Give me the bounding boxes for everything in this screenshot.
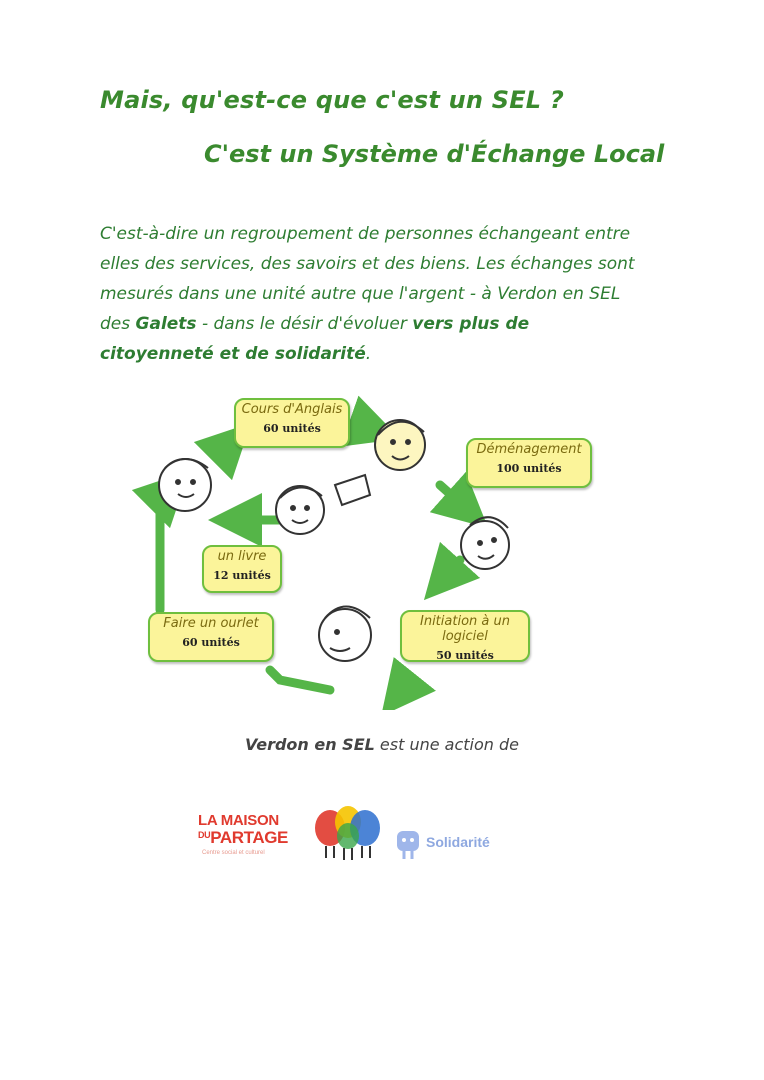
maison-logo-tagline: Centre social et culturel	[202, 850, 265, 856]
exchange-units: 60 unités	[182, 636, 240, 649]
intro-text-2: - dans le désir d'évoluer	[196, 314, 413, 334]
maison-logo-line1: LA MAISON	[198, 812, 279, 829]
exchange-units: 60 unités	[263, 422, 321, 435]
exchange-cycle-diagram	[130, 390, 582, 710]
exchange-activity: Initiation à un logiciel	[420, 614, 510, 644]
exchange-box-english	[234, 398, 350, 448]
partner-logos	[198, 802, 538, 872]
exchange-activity: Cours d'Anglais	[241, 402, 343, 417]
solidarite-logo-text: Solidarité	[426, 834, 490, 850]
exchange-box-hem	[148, 612, 274, 662]
page-subtitle: C'est un Système d'Échange Local	[204, 140, 665, 168]
exchange-box-book	[202, 545, 282, 593]
intro-paragraph	[100, 219, 640, 369]
maison-logo-line2	[198, 828, 288, 848]
intro-emphasis: vers plus de citoyenneté et de solidarité	[100, 314, 530, 364]
page-title: Mais, qu'est-ce que c'est un SEL ?	[100, 86, 564, 114]
caption-name: Verdon en SEL	[245, 735, 375, 754]
caption-rest: est une action de	[374, 735, 519, 754]
book-drawing	[335, 475, 370, 505]
exchange-box-software	[400, 610, 530, 662]
exchange-units: 100 unités	[496, 462, 562, 475]
maison-logo-icon	[310, 802, 390, 864]
intro-unit-name: Galets	[135, 314, 197, 334]
intro-end: .	[365, 344, 372, 364]
exchange-activity: Déménagement	[476, 442, 582, 457]
exchange-units: 50 unités	[436, 649, 494, 662]
exchange-activity: un livre	[217, 549, 267, 564]
solidarite-logo-icon	[394, 828, 422, 862]
maison-logo-partage: PARTAGE	[210, 828, 288, 847]
maison-logo-du: DU	[198, 830, 211, 840]
exchange-box-moving	[466, 438, 592, 488]
exchange-units: 12 unités	[213, 569, 271, 582]
person-face-right	[461, 521, 509, 569]
exchange-activity: Faire un ourlet	[163, 616, 259, 631]
caption	[0, 735, 764, 754]
intro-text-1: C'est-à-dire un regroupement de personnes échangeant entre elles des services, des savoirs et des biens. Les échanges sont mesurés dans une unité autre que l'argent - à Verdon en SEL des	[100, 224, 635, 334]
